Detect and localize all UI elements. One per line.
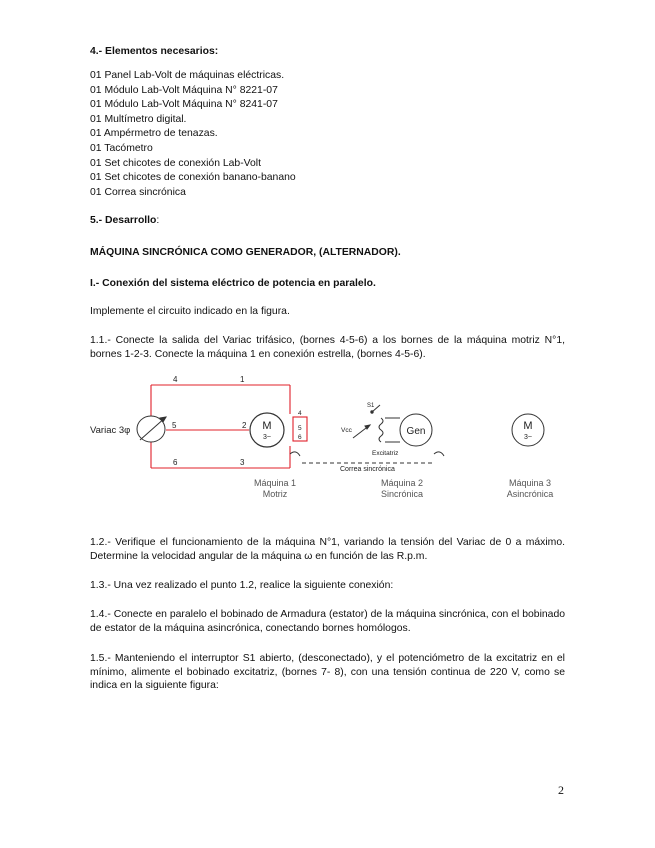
motor-1-phase: 3~ bbox=[263, 434, 271, 441]
field-winding-icon bbox=[379, 418, 383, 442]
machine-1-role: Motriz bbox=[262, 489, 288, 499]
belt bbox=[290, 452, 444, 463]
arrow-icon bbox=[160, 417, 166, 422]
variac-label: Variac 3φ bbox=[90, 425, 131, 436]
terminal-5: 5 bbox=[172, 421, 177, 430]
list-item: 01 Ampérmetro de tenazas. bbox=[90, 128, 218, 140]
star-connection-box bbox=[293, 417, 307, 441]
machine-2-role: Sincrónica bbox=[380, 489, 424, 499]
motor-3-symbol: M bbox=[523, 420, 533, 432]
variac-symbol bbox=[137, 416, 165, 442]
section5-title-bold: 5.- Desarrollo bbox=[90, 215, 157, 226]
machine-1-caption: Máquina 1 bbox=[253, 478, 297, 488]
intro-paragraph: Implemente el circuito indicado en la figura. bbox=[90, 306, 290, 317]
list-item: 01 Panel Lab-Volt de máquinas eléctricas. bbox=[90, 70, 285, 81]
generator-circle bbox=[400, 414, 432, 446]
rotation-arrow-icon bbox=[434, 452, 444, 456]
machine-2-caption: Máquina 2 bbox=[380, 478, 424, 488]
list-item: 01 Set chicotes de conexión banano-banano bbox=[90, 172, 296, 184]
paragraph-1-5: 1.5.- Manteniendo el interruptor S1 abierto, (desconectado), y el potenciómetro de la excitatriz en el mínimo, alimente el bobinado excitatriz, (bornes 7- 8), con una tensión continua de 220 V, como se indica en la siguiente figura: bbox=[90, 653, 565, 691]
section5-title bbox=[90, 214, 159, 228]
rheostat-icon bbox=[353, 425, 370, 438]
s1-label: S1 bbox=[367, 403, 375, 409]
paragraph-1-1: 1.1.- Conecte la salida del Variac trifásico, (bornes 4-5-6) a los bornes de la máquina motriz N°1, bornes 1-2-3. Conecte la máquina 1 en conexión estrella, (bornes 4-5-6). bbox=[90, 335, 565, 360]
motor-1-symbol: M bbox=[262, 420, 272, 432]
list-item: 01 Tacómetro bbox=[90, 142, 153, 154]
star-terminal-4: 4 bbox=[298, 410, 302, 417]
motor-3 bbox=[512, 414, 544, 446]
motor-3-phase: 3~ bbox=[524, 434, 532, 441]
terminal-6: 6 bbox=[173, 458, 178, 467]
motor-1 bbox=[250, 413, 284, 447]
variac-arrow bbox=[140, 417, 166, 440]
list-item: 01 Módulo Lab-Volt Máquina N° 8241-07 bbox=[90, 99, 278, 111]
synchronous-generator bbox=[353, 405, 432, 446]
list-item: 01 Multímetro digital. bbox=[90, 113, 187, 125]
excitatriz-label: Excitatriz bbox=[372, 450, 399, 457]
star-terminal-6: 6 bbox=[298, 434, 302, 441]
star-terminal-5: 5 bbox=[298, 425, 302, 432]
motor-3-circle bbox=[512, 414, 544, 446]
list-item: 01 Set chicotes de conexión Lab-Volt bbox=[90, 157, 261, 169]
list-item: 01 Módulo Lab-Volt Máquina N° 8221-07 bbox=[90, 84, 278, 96]
paragraph-1-3: 1.3.- Una vez realizado el punto 1.2, realice la siguiente conexión: bbox=[90, 580, 394, 591]
section-heading: MÁQUINA SINCRÓNICA COMO GENERADOR, (ALTERNADOR). bbox=[90, 247, 401, 258]
vcc-label: Vcc bbox=[341, 427, 352, 434]
section4-title: 4.- Elementos necesarios: bbox=[90, 46, 219, 57]
generator-label: Gen bbox=[406, 426, 426, 437]
switch-s1-icon bbox=[372, 405, 380, 412]
terminal-3: 3 bbox=[240, 458, 245, 467]
list-item: 01 Correa sincrónica bbox=[90, 186, 186, 198]
paragraph-1-4: 1.4.- Conecte en paralelo el bobinado de Armadura (estator) de la máquina sincrónica, con el bobinado de estator de la máquina asincrónica, conectando bornes homólogos. bbox=[90, 609, 565, 634]
terminal-1: 1 bbox=[240, 375, 245, 384]
rotation-arrow-icon bbox=[290, 452, 300, 456]
materials-list bbox=[90, 69, 296, 200]
terminal-2: 2 bbox=[242, 421, 247, 430]
terminal-4: 4 bbox=[173, 375, 178, 384]
motor-1-circle bbox=[250, 413, 284, 447]
section-subheading: I.- Conexión del sistema eléctrico de potencia en paralelo. bbox=[90, 278, 376, 289]
paragraph-1-2: 1.2.- Verifique el funcionamiento de la máquina N°1, variando la tensión del Variac de 0 a máximo. Determine la velocidad angular de la máquina ω en función de las R.p.m. bbox=[90, 537, 565, 562]
section5-title-colon: : bbox=[156, 215, 160, 226]
belt-label: Correa sincrónica bbox=[340, 466, 395, 473]
machine-3-caption: Máquina 3 bbox=[508, 478, 552, 488]
machine-3-role: Asincrónica bbox=[506, 489, 554, 499]
variac-wiring bbox=[151, 385, 307, 468]
page-number: 2 bbox=[558, 783, 564, 797]
variac bbox=[137, 416, 166, 442]
